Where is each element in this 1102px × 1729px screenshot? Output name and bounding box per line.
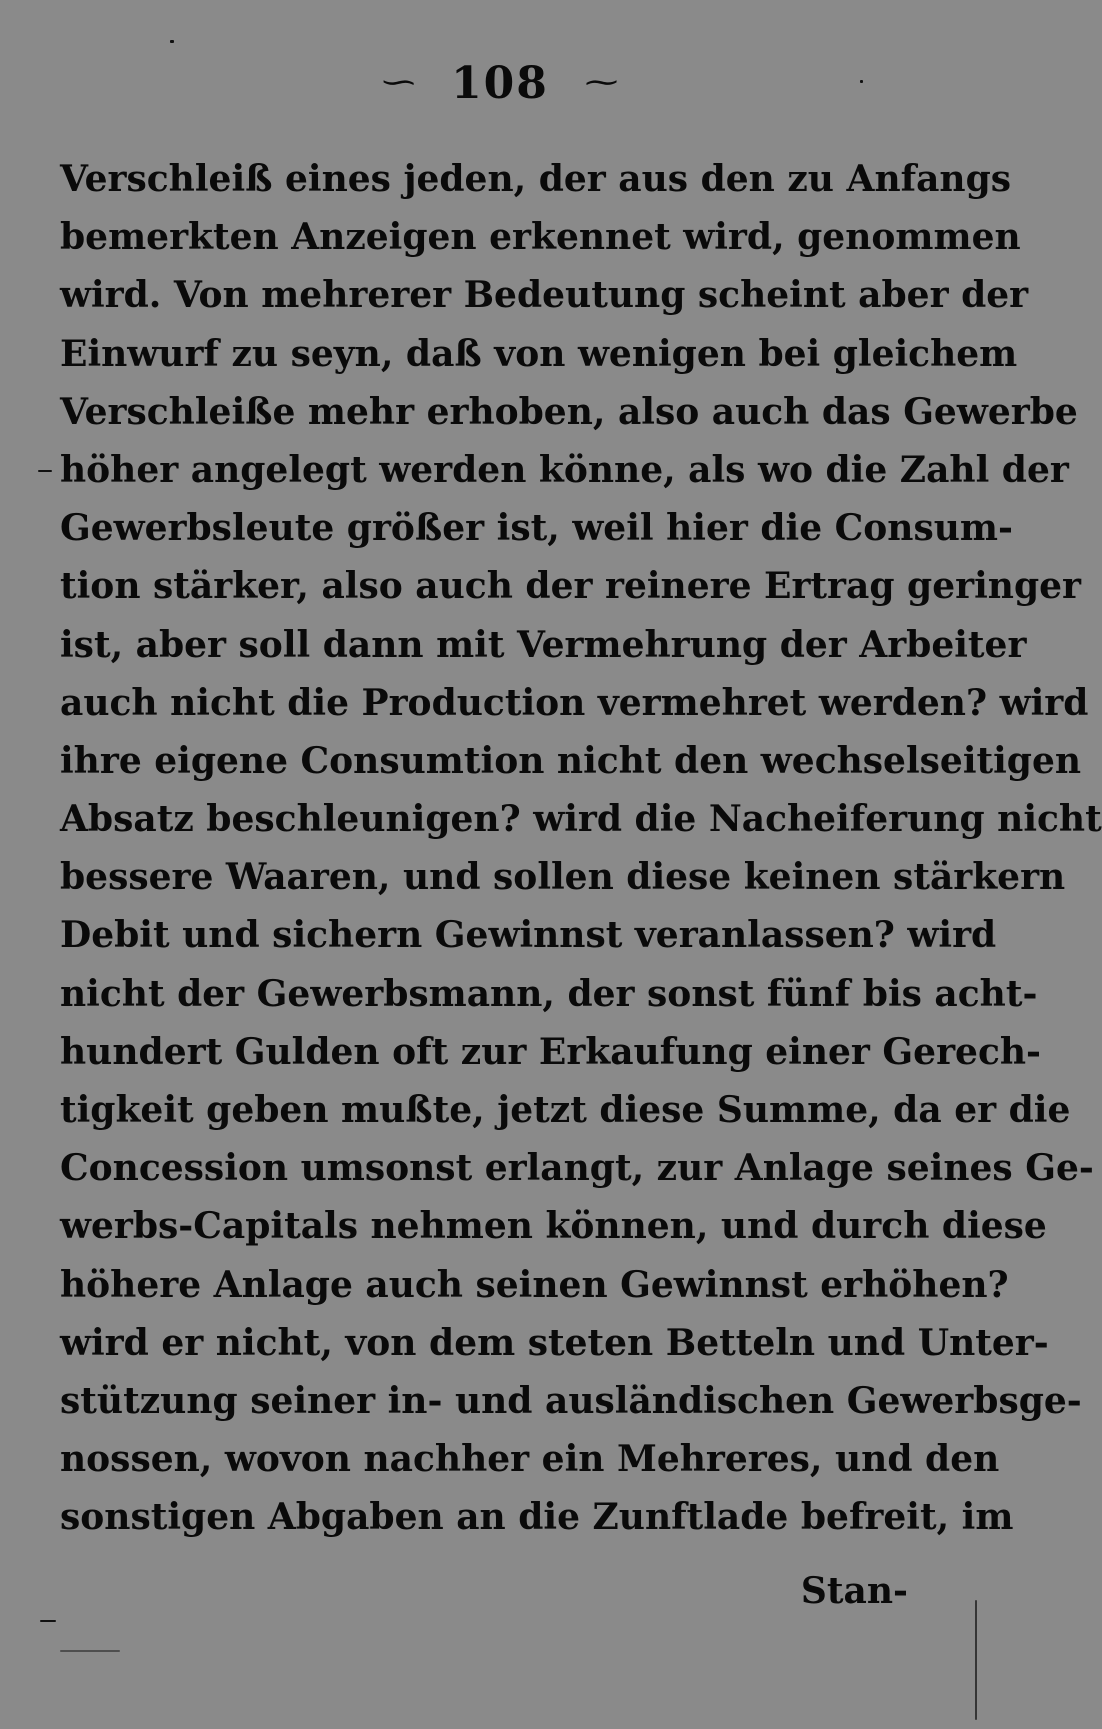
text-line: ihre eigene Consumtion nicht den wechselseitigen bbox=[60, 739, 1082, 782]
text-line: Einwurf zu seyn, daß von wenigen bei gleichem bbox=[60, 332, 1018, 375]
scan-speck bbox=[975, 1600, 977, 1720]
scan-speck bbox=[860, 80, 863, 83]
text-line: Verschleiße mehr erhoben, also auch das Gewerbe bbox=[60, 390, 1078, 433]
text-line: nicht der Gewerbsmann, der sonst fünf bis acht- bbox=[60, 972, 1038, 1015]
text-line: Concession umsonst erlangt, zur Anlage seines Ge- bbox=[60, 1147, 1094, 1190]
text-line: stützung seiner in- und ausländischen Gewerbsge- bbox=[60, 1379, 1082, 1422]
scan-speck bbox=[170, 40, 174, 43]
scan-speck bbox=[40, 1620, 56, 1622]
text-line: wird. Von mehrerer Bedeutung scheint aber der bbox=[60, 274, 1029, 317]
text-line: bessere Waaren, und sollen diese keinen stärkern bbox=[60, 856, 1066, 899]
text-line: nossen, wovon nachher ein Mehreres, und den bbox=[60, 1438, 1000, 1481]
text-line: höher angelegt werden könne, als wo die Zahl der bbox=[60, 448, 1069, 491]
body-text bbox=[60, 150, 1102, 1547]
text-line: höhere Anlage auch seinen Gewinnst erhöhen? bbox=[60, 1263, 1009, 1306]
text-line: auch nicht die Production vermehret werden? wird bbox=[60, 681, 1089, 724]
scroll-ornament-icon: ∽ bbox=[581, 65, 622, 100]
scroll-ornament-icon: ∽ bbox=[378, 65, 419, 100]
page-number: 108 bbox=[451, 57, 549, 109]
text-line: wird er nicht, von dem steten Betteln und Unter- bbox=[60, 1321, 1049, 1364]
text-line: Absatz beschleunigen? wird die Nacheiferung nicht bbox=[60, 798, 1102, 841]
text-line: hundert Gulden oft zur Erkaufung einer Gerech- bbox=[60, 1030, 1041, 1073]
text-line: Verschleiß eines jeden, der aus den zu Anfangs bbox=[60, 158, 1012, 200]
text-line: Gewerbsleute größer ist, weil hier die Consum- bbox=[60, 507, 1013, 550]
text-line: ist, aber soll dann mit Vermehrung der Arbeiter bbox=[60, 623, 1027, 666]
text-line: bemerkten Anzeigen erkennet wird, genommen bbox=[60, 216, 1021, 259]
text-line: werbs-Capitals nehmen können, und durch diese bbox=[60, 1205, 1047, 1248]
scan-speck bbox=[38, 470, 52, 472]
text-line: tion stärker, also auch der reinere Ertrag geringer bbox=[60, 565, 1081, 608]
page-header bbox=[0, 58, 1000, 108]
text-line: sonstigen Abgaben an die Zunftlade befreit, im bbox=[60, 1496, 1014, 1539]
scan-speck bbox=[60, 1650, 120, 1652]
text-line: Debit und sichern Gewinnst veranlassen? wird bbox=[60, 914, 997, 957]
catchword: Stan- bbox=[800, 1570, 908, 1612]
text-line: tigkeit geben mußte, jetzt diese Summe, da er die bbox=[60, 1089, 1071, 1131]
